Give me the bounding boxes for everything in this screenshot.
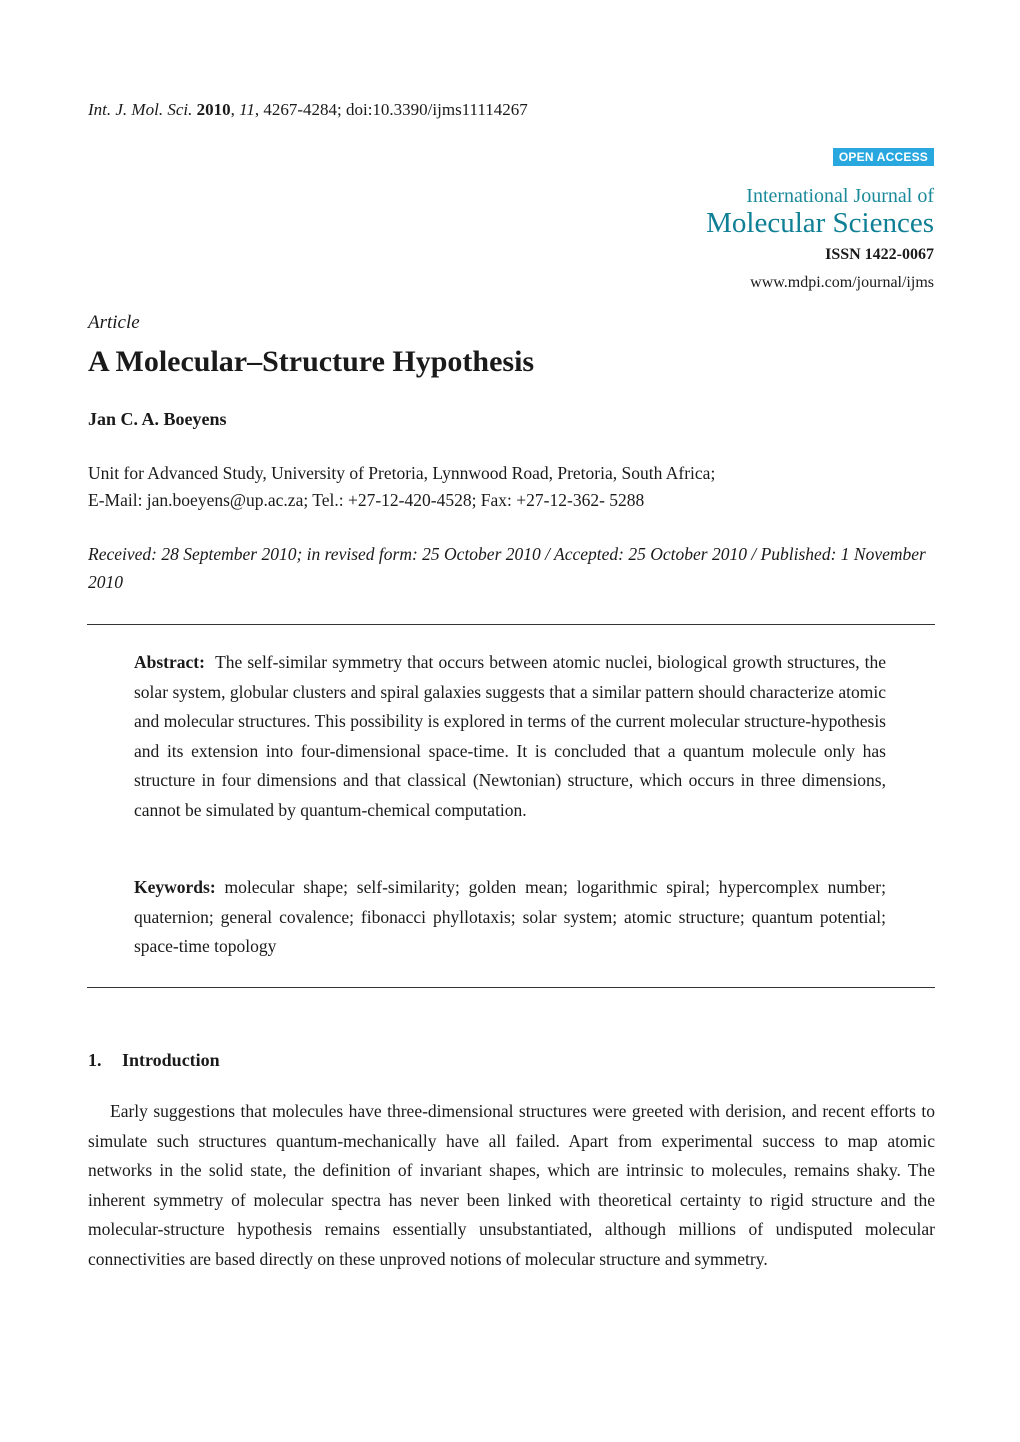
journal-name-main: Molecular Sciences xyxy=(706,207,934,239)
bottom-divider xyxy=(87,987,935,988)
journal-url[interactable]: www.mdpi.com/journal/ijms xyxy=(750,274,934,291)
issn: ISSN 1422-0067 xyxy=(825,246,934,263)
keywords-text: molecular shape; self-similarity; golden mean; logarithmic spiral; hypercomplex number; quaternion; general covalence; fibonacci phyllotaxis; solar system; atomic structure; quantum potential; space-time topology xyxy=(134,877,887,957)
abstract-label: Abstract: xyxy=(134,652,205,672)
pages-doi: , 4267-4284; doi:10.3390/ijms11114267 xyxy=(254,100,528,119)
top-divider xyxy=(87,624,935,625)
section-number: 1. xyxy=(88,1050,102,1070)
journal-abbreviation: Int. J. Mol. Sci. xyxy=(88,100,193,119)
publication-year: 2010 xyxy=(196,100,231,119)
keywords-block xyxy=(134,873,886,962)
section-heading xyxy=(88,1050,220,1071)
affiliation-line: Unit for Advanced Study, University of Pretoria, Lynnwood Road, Pretoria, South Africa; xyxy=(88,463,716,483)
intro-paragraph: Early suggestions that molecules have three-dimensional structures were greeted with derision, and recent efforts to simulate such structures quantum-mechanically have all failed. Apart from experimental success to map atomic networks in the solid state, the definition of invariant shapes, which are intrinsic to molecules, remains shaky. The inherent symmetry of molecular spectra has never been linked with theoretical certainty to rigid structure and the molecular-structure hypothesis remains essentially unsubstantiated, although millions of undisputed molecular connectivities are based directly on these unproved notions of molecular structure and symmetry. xyxy=(88,1101,935,1269)
abstract-block xyxy=(134,648,886,826)
section-title: Introduction xyxy=(122,1050,220,1070)
citation-line: Int. J. Mol. Sci. 2010, 11, 4267-4284; doi:10.3390/ijms11114267 xyxy=(88,100,528,119)
publication-dates: Received: 28 September 2010; in revised form: 25 October 2010 / Accepted: 25 October 2010 / Published: 1 November 2010 xyxy=(88,544,926,592)
journal-name-top: International Journal of xyxy=(746,185,934,207)
paper-title: A Molecular–Structure Hypothesis xyxy=(88,345,535,378)
volume-number: 11 xyxy=(239,100,255,119)
keywords-label: Keywords: xyxy=(134,877,216,897)
contact-line: E-Mail: jan.boeyens@up.ac.za; Tel.: +27-12-420-4528; Fax: +27-12-362- 5288 xyxy=(88,490,645,510)
author-name: Jan C. A. Boeyens xyxy=(88,409,227,429)
affiliation-block xyxy=(88,460,715,514)
article-type: Article xyxy=(88,312,140,333)
open-access-badge: OPEN ACCESS xyxy=(833,148,934,166)
abstract-text: The self-similar symmetry that occurs between atomic nuclei, biological growth structures, the solar system, globular clusters and spiral galaxies suggests that a similar pattern should characterize atomic and molecular structures. This possibility is explored in terms of the current molecular structure-hypothesis and its extension into four-dimensional space-time. It is concluded that a quantum molecule only has structure in four dimensions and that classical (Newtonian) structure, which occurs in three dimensions, cannot be simulated by quantum-chemical computation. xyxy=(134,652,887,820)
